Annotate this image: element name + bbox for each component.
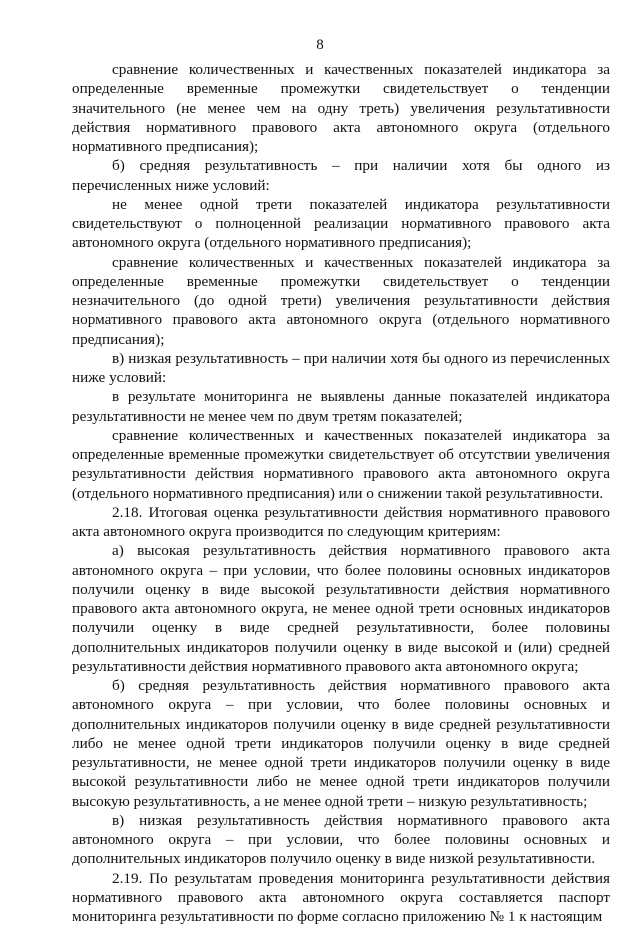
paragraph-2-19-passport: 2.19. По результатам проведения мониторинга результативности действия нормативного правового акта автономного округа составляется паспорт мониторинга результативности по форме согласно приложению № 1 к настоящим [72,869,610,926]
paragraph-indicator-minor-increase: сравнение количественных и качественных показателей индикатора за определенные временные промежутки свидетельствует о тенденции незначительного (до одной трети) увеличения результативности действия нормативного правового акта автономного округа (отдельного нормативного предписания); [72,253,610,349]
paragraph-high-effectiveness-criteria: а) высокая результативность действия нормативного правового акта автономного округа – при условии, что более половины основных индикаторов получили оценку в виде высокой результативности действия нормативного правового акта автономного округа, не менее одной трети основных индикаторов получили оценку в виде средней результативности, более половины дополнительных индикаторов получили оценку в виде высокой и (или) средней результативности действия нормативного правового акта автономного округа; [72,541,610,676]
paragraph-indicator-no-increase: сравнение количественных и качественных показателей индикатора за определенные временные промежутки свидетельствует об отсутствии увеличения результативности действия нормативного правового акта автономного округа (отдельного нормативного предписания) или о снижении такой результативности. [72,426,610,503]
paragraph-low-effectiveness: в) низкая результативность – при наличии хотя бы одного из перечисленных ниже условий: [72,349,610,388]
paragraph-medium-effectiveness: б) средняя результативность – при наличии хотя бы одного из перечисленных ниже условий: [72,156,610,195]
document-body [72,60,610,926]
paragraph-low-effectiveness-criteria: в) низкая результативность действия нормативного правового акта автономного округа – при условии, что более половины основных и дополнительных индикаторов получило оценку в виде низкой результативности. [72,811,610,869]
paragraph-medium-effectiveness-criteria: б) средняя результативность действия нормативного правового акта автономного округа – при условии, что более половины основных и дополнительных индикаторов получили оценку в виде средней результативности либо не менее одной трети индикаторов получили оценку в виде средней результативности, не менее одной трети индикаторов получили оценку в виде высокой результативности либо не менее одной трети индикаторов получили высокую результативность, а не менее одной трети – низкую результативность; [72,676,610,811]
page-number: 8 [0,36,640,54]
paragraph-one-third-indicators: не менее одной трети показателей индикатора результативности свидетельствуют о полноценной реализации нормативного правового акта автономного округа (отдельного нормативного предписания); [72,195,610,253]
paragraph-indicator-significant-increase: сравнение количественных и качественных показателей индикатора за определенные временные промежутки свидетельствует о тенденции значительного (не менее чем на одну треть) увеличения результативности действия нормативного правового акта автономного округа (отдельного нормативного предписания); [72,60,610,156]
paragraph-monitoring-data-missing: в результате мониторинга не выявлены данные показателей индикатора результативности не менее чем по двум третям показателей; [72,387,610,426]
paragraph-2-18-final-assessment: 2.18. Итоговая оценка результативности действия нормативного правового акта автономного округа производится по следующим критериям: [72,503,610,542]
